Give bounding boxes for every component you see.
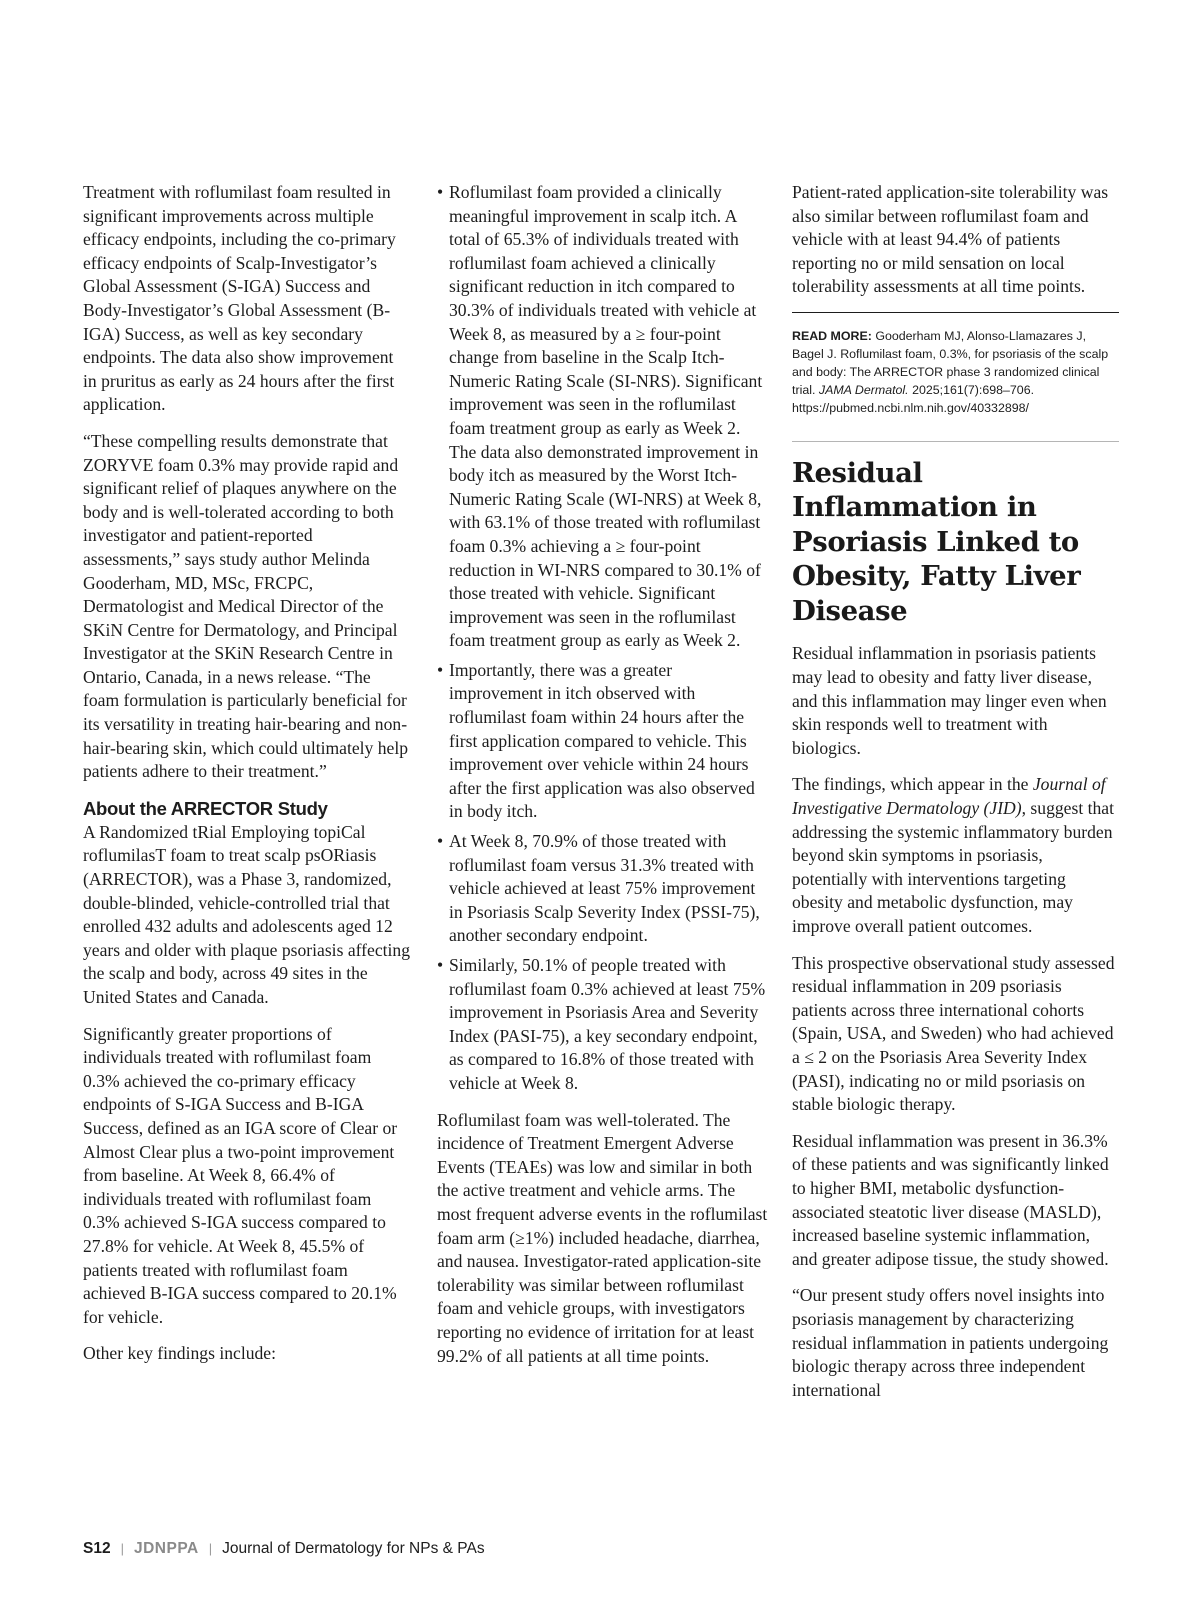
column-middle xyxy=(437,181,769,1381)
paragraph: “Our present study offers novel insights into psoriasis management by characterizing residual inflammation in patients undergoing biologic therapy across three independent international xyxy=(792,1285,1109,1400)
findings-list xyxy=(437,181,769,1096)
footer-separator: | xyxy=(120,1541,124,1556)
paragraph: Residual inflammation was present in 36.3% of these patients and was significantly linked to higher BMI, metabolic dysfunction-associated steatotic liver disease (MASLD), increased baseline systemic inflammation, and greater adipose tissue, the study showed. xyxy=(792,1130,1109,1269)
citation-text: Gooderham MJ, Alonso-Llamazares J, Bagel J. Roflumilast foam, 0.3%, for psoriasis of the scalp and body: The ARRECTOR phase 3 randomized clinical trial. xyxy=(792,328,1109,397)
read-more-citation xyxy=(792,327,1119,417)
paragraph: Roflumilast foam was well-tolerated. The incidence of Treatment Emergent Adverse Events (TEAEs) was low and similar in both the active treatment and vehicle arms. The most frequent adverse events in the roflumilast foam arm (≥1%) included headache, diarrhea, and nausea. Investigator-rated application-site tolerability was similar between roflumilast foam and vehicle groups, with investigators reporting no evidence of irritation for at least 99.2% of all patients at all time points. xyxy=(437,1109,768,1366)
paragraph: Significantly greater proportions of individuals treated with roflumilast foam 0.3% achieved the co-primary efficacy endpoints of S-IGA Success and B-IGA Success, defined as an IGA score of Clear or Almost Clear plus a two-point improvement from baseline. At Week 8, 66.4% of individuals treated with roflumilast foam 0.3% achieved S-IGA success compared to 27.8% for vehicle. At Week 8, 45.5% of patients treated with roflumilast foam achieved B-IGA success compared to 20.1% for vehicle. xyxy=(83,1023,398,1327)
paragraph: “These compelling results demonstrate that ZORYVE foam 0.3% may provide rapid and significant relief of plaques anywhere on the body and is well-tolerated according to both investigator and patient-reported assessments,” says study author Melinda Gooderham, MD, MSc, FRCPC, Dermatologist and Medical Director of the SKiN Centre for Dermatology, and Principal Investigator at the SKiN Research Centre in Ontario, Canada, in a news release. “The foam formulation is particularly beneficial for its versatility in treating hair-bearing and non-hair-bearing skin, which could ultimately help patients adhere to their treatment.” xyxy=(83,430,409,782)
paragraph: Treatment with roflumilast foam resulted in significant improvements across multiple efficacy endpoints, including the co-primary efficacy endpoints of Scalp-Investigator’s Global Assessment (S-IGA) Success and Body-Investigator’s Global Assessment (B-IGA) Success, as well as key secondary endpoints. The data also show improvement in pruritus as early as 24 hours after the first application. xyxy=(83,182,396,415)
column-left xyxy=(83,181,410,1379)
list-item: • At Week 8, 70.9% of those treated with roflumilast foam versus 31.3% treated with vehicle achieved at least 75% improvement in Psoriasis Scalp Severity Index (PSSI-75), another secondary endpoint. xyxy=(437,830,769,948)
paragraph: Patient-rated application-site tolerability was also similar between roflumilast foam and vehicle with at least 94.4% of patients reporting no or mild sensation on local tolerability assessments at all time points. xyxy=(792,182,1109,297)
page-number: S12 xyxy=(83,1540,111,1557)
paragraph: This prospective observational study assessed residual inflammation in 209 psoriasis patients across three international cohorts (Spain, USA, and Sweden) who had achieved a ≤ 2 on the Psoriasis Area Severity Index (PASI), indicating no or mild psoriasis on stable biologic therapy. xyxy=(792,952,1115,1115)
section-subheading: About the ARRECTOR Study xyxy=(83,797,328,819)
paragraph: A Randomized tRial Employing topiCal roflumilasT foam to treat scalp psORiasis (ARRECTOR), was a Phase 3, randomized, double-blinded, vehicle-controlled trial that enrolled 432 adults and adolescents aged 12 years and older with plaque psoriasis affecting the scalp and body, across 49 sites in the United States and Canada. xyxy=(83,821,411,1007)
divider xyxy=(792,441,1119,442)
footer-separator: | xyxy=(208,1541,213,1556)
list-item: • Importantly, there was a greater improvement in itch observed with roflumilast foam within 24 hours after the first application compared to vehicle. This improvement over vehicle within 24 hours after the first application was also observed in body itch. xyxy=(437,659,769,824)
page-footer xyxy=(83,1540,485,1558)
divider xyxy=(792,312,1119,313)
paragraph: Residual inflammation in psoriasis patients may lead to obesity and fatty liver disease, and this inflammation may linger even when skin responds well to treatment with biologics. xyxy=(792,643,1107,758)
citation-journal: JAMA Dermatol. xyxy=(818,382,909,397)
paragraph: Other key findings include: xyxy=(83,1343,276,1364)
text-span: , suggest that addressing the systemic inflammatory burden beyond skin symptoms in psoriasis, potentially with interventions targeting obesity and metabolic dysfunction, may improve overall patient outcomes. xyxy=(792,798,1114,936)
read-more-label: READ MORE: xyxy=(792,328,872,343)
list-item: • Roflumilast foam provided a clinically meaningful improvement in scalp itch. A total of 65.3% of individuals treated with roflumilast foam achieved a clinically significant reduction in itch compared to 30.3% of individuals treated with vehicle at Week 8, as measured by a ≥ four-point change from baseline in the Scalp Itch-Numeric Rating Scale (SI-NRS). Significant improvement was seen in the roflumilast foam treatment group as early as Week 2. The data also demonstrated improvement in body itch as measured by the Worst Itch-Numeric Rating Scale (WI-NRS) at Week 8, with 63.1% of those treated with roflumilast foam 0.3% achieving a ≥ four-point reduction in WI-NRS compared to 30.1% of those treated with vehicle. Significant improvement was seen in the roflumilast foam treatment group as early as Week 2. xyxy=(437,181,769,653)
citation-link[interactable]: 2025;161(7):698–706. https://pubmed.ncbi.nlm.nih.gov/40332898/ xyxy=(792,382,1035,415)
journal-name: Journal of Dermatology for NPs & PAs xyxy=(222,1540,485,1557)
list-item: • Similarly, 50.1% of people treated with roflumilast foam 0.3% achieved at least 75% improvement in Psoriasis Area and Severity Index (PASI-75), a key secondary endpoint, as compared to 16.8% of those treated with vehicle at Week 8. xyxy=(437,954,769,1096)
journal-brand: JDNPPA xyxy=(133,1540,199,1557)
paragraph xyxy=(792,773,1119,938)
text-span: The findings, which appear in the xyxy=(792,774,1029,795)
article-headline: Residual Inflammation in Psoriasis Linked to Obesity, Fatty Liver Disease xyxy=(792,456,1081,627)
column-right xyxy=(792,181,1119,1415)
journal-title: Journal of Investigative Dermatology (JID) xyxy=(792,774,1106,819)
